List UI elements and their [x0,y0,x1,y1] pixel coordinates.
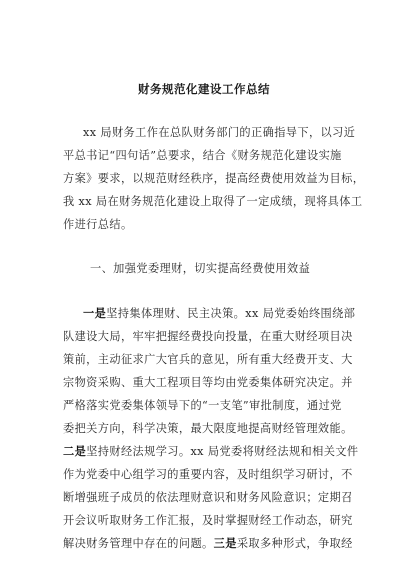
point-three-label: 三是 [213,537,237,550]
paragraph-2-line-2: 作为党委中心组学习的重要内容，及时组织学习研讨，不 [63,468,353,481]
point-one-label: 一是 [83,307,107,320]
paragraph-1-line-4: 宗物资采购、重大工程项目等均由党委集体研究决定。并 [63,376,353,389]
point-one-text: 坚持集体理财、民主决策。xx 局党委始终围绕部 [106,307,356,320]
intro-line-1: xx 局财务工作在总队财务部门的正确指导下，以习近 [83,126,356,139]
section-heading-1: 一、加强党委理财，切实提高经费使用效益 [90,262,311,275]
point-two-label: 二是 [63,445,87,458]
intro-line-3: 方案》要求，以规范财经秩序，提高经费使用效益为目标， [63,172,365,185]
paragraph-1-line-6: 委把关方向，科学决策，最大限度地提高财经管理效能。 [63,422,353,435]
paragraph-1-line-1 [0,306,408,322]
intro-line-4: 我 xx 局在财务规范化建设上取得了一定成绩，现将具体工 [63,195,363,208]
paragraph-2-line-5 [0,536,408,552]
paragraph-2-line-1 [0,444,408,460]
paragraph-1-line-5: 严格落实党委集体领导下的“一支笔”审批制度，通过党 [63,399,342,412]
point-two-text: 坚持财经法规学习。xx 局党委将财经法规和相关文件 [86,445,359,458]
document-title: 财务规范化建设工作总结 [138,82,270,96]
paragraph-2-line-3: 断增强班子成员的依法理财意识和财务风险意识；定期召 [63,491,353,504]
intro-line-2: 平总书记“四句话”总要求，结合《财务规范化建设实施 [63,149,342,162]
point-three-text: 采取多种形式，争取经 [236,537,353,550]
paragraph-1-line-2: 队建设大局，牢牢把握经费投向投量，在重大财经项目决 [63,330,353,343]
intro-line-5: 作进行总结。 [63,218,133,231]
paragraph-1-line-3: 策前，主动征求广大官兵的意见，所有重大经费开支、大 [63,353,353,366]
paragraph-2-last-text: 解决财务管理中存在的问题。 [63,537,214,550]
paragraph-2-line-4: 开会议听取财务工作汇报，及时掌握财经工作动态，研究 [63,514,353,527]
